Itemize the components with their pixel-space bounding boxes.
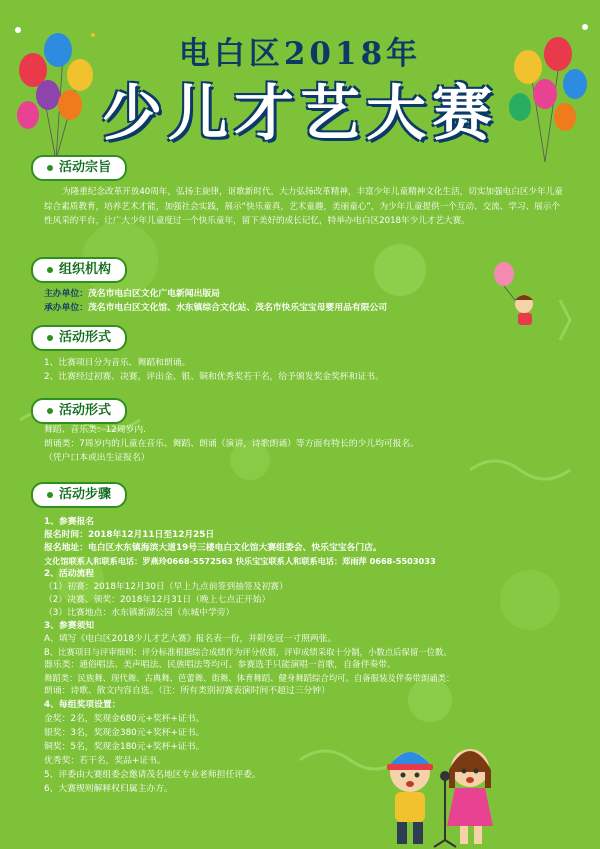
steps-line: （1）初赛：2018年12月30日（早上九点前签到抽签及初赛） (44, 582, 288, 592)
title-main: 少儿才艺大赛 (102, 79, 498, 149)
steps-line: 6、大赛规则解释权归属主办方。 (44, 784, 173, 794)
steps-line: （3）比赛地点：水东镇新湖公园（东城中学旁） (44, 608, 235, 618)
section-heading-format-2 (31, 398, 127, 424)
host-value: 茂名市电白区文化广电新闻出版局 (88, 289, 220, 299)
steps-line: （2）决赛、颁奖：2018年12月31日（晚上七点正开始） (44, 595, 271, 605)
heading-dot-icon (47, 335, 53, 341)
section-heading-steps (31, 482, 127, 508)
steps-line: 1、参赛报名 (44, 517, 95, 527)
steps-line: 铜奖：5名，奖现金180元+奖杯+证书。 (44, 742, 205, 752)
host-line (44, 288, 220, 301)
steps-line: 报名地址：电白区水东镇海滨大道19号三楼电白文化馆大赛组委会、快乐宝宝各门店。 (44, 543, 382, 553)
host-label: 主办单位： (44, 289, 88, 299)
steps-line: A、填写《电白区2018少儿才艺大赛》报名表一份，并附免冠一寸照两张。 (44, 634, 337, 644)
steps-line: 舞蹈类：民族舞、现代舞、古典舞、芭蕾舞、街舞、体育舞蹈、健身舞蹈综合均可。自备服装及伴奏带朗诵类： (44, 673, 455, 683)
heading-label: 活动形式 (59, 403, 112, 418)
format2-item-1: 舞蹈、音乐类：12周岁内. (44, 425, 146, 435)
heading-label: 活动宗旨 (59, 160, 112, 175)
steps-line: 金奖：2名，奖现金680元+奖杯+证书。 (44, 714, 205, 724)
heading-dot-icon (47, 165, 53, 171)
steps-line: 2、活动流程 (44, 569, 95, 579)
steps-line: 报名时间：2018年12月11日至12月25日 (44, 530, 215, 540)
heading-dot-icon (47, 492, 53, 498)
steps-line: 优秀奖：若干名，奖品+证书。 (44, 756, 166, 766)
section-heading-organizers (31, 257, 127, 283)
heading-dot-icon (47, 408, 53, 414)
heading-label: 组织机构 (59, 262, 112, 277)
steps-line: B、比赛项目与评审细则：评分标准根据综合成绩作为评分依据，评审成绩采取十分制，小数点后保留一位数。 (44, 647, 452, 657)
pink-balloon-boy-icon (490, 262, 550, 332)
steps-line: 银奖：3名，奖现金380元+奖杯+证书。 (44, 728, 205, 738)
co-host-value: 茂名市电白区文化馆、水东镇综合文化站、茂名市快乐宝宝母婴用品有限公司 (88, 303, 388, 313)
heading-label: 活动步骤 (59, 487, 112, 502)
steps-line: 4、每组奖项设置： (44, 700, 121, 710)
purpose-text: 为隆重纪念改革开放40周年，弘扬主旋律，讴歌新时代，大力弘扬改革精神，丰富少年儿童精神文化生活，切实加强电白区少年儿童综合素质教育，培养艺术才能，加强社会实践，展示“快乐童真，艺术童趣，美丽童心”，为少年儿童提供一个互动、交流、学习、展示个性风采的平台，让广大少年儿童度过一个快乐童年，留下美好的成长记忆，特举办电白区2018年少儿才艺大赛。 (44, 187, 563, 226)
co-host-line (44, 302, 387, 315)
format2-item-2: 朗诵类：7周岁内的儿童在音乐、舞蹈、朗诵（演讲，诗歌朗诵）等方面有特长的少儿均可报名。 (44, 439, 420, 449)
microphone-stand-icon (430, 770, 460, 848)
format-item-2: 2、比赛经过初赛、决赛，评出金、银、铜和优秀奖若干名，给予颁发奖金奖杯和证书。 (44, 372, 384, 382)
title-year: 电白区2018年 (178, 36, 422, 72)
steps-line: 朗诵：诗歌、散文内容自选。（注：所有类别初赛表演时间不超过三分钟） (44, 686, 330, 696)
section-heading-purpose (31, 155, 127, 181)
steps-line: 器乐类：通俗唱法、美声唱法、民族唱法等均可。参赛选手只能演唱一首歌，自备伴奏带。 (44, 660, 396, 670)
format-item-1: 1、比赛项目分为音乐、舞蹈和朗诵。 (44, 358, 191, 368)
heading-label: 活动形式 (59, 330, 112, 345)
co-host-label: 承办单位： (44, 303, 88, 313)
section-heading-format (31, 325, 127, 351)
steps-line: 文化馆联系人和联系电话：罗燕玲0668-5572563 快乐宝宝联系人和联系电话：郑雨萍 0668-5503033 (44, 556, 436, 566)
steps-line: 3、参赛须知 (44, 621, 95, 631)
steps-line: 5、评委由大赛组委会邀请茂名地区专业老师担任评委。 (44, 770, 261, 780)
format2-item-3: （凭户口本或出生证报名） (44, 453, 150, 463)
heading-dot-icon (47, 267, 53, 273)
